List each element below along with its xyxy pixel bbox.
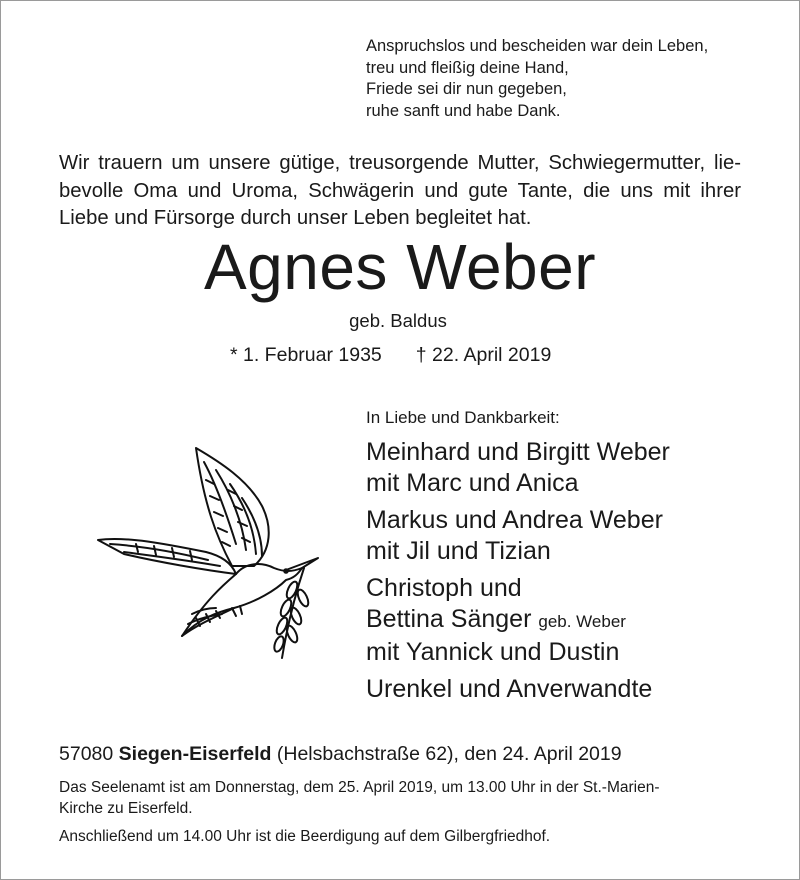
mourners bbox=[366, 407, 786, 711]
family-line: mit Jil und Tizian bbox=[366, 537, 551, 565]
poem-line: ruhe sanft und habe Dank. bbox=[366, 101, 561, 120]
deceased-name: Agnes Weber bbox=[203, 231, 597, 303]
family-line: mit Yannick und Dustin bbox=[366, 638, 620, 666]
family-line bbox=[366, 604, 786, 637]
family-line: Meinhard und Birgitt Weber bbox=[366, 438, 670, 466]
poem-line: Anspruchslos und bescheiden war dein Leben, bbox=[366, 37, 709, 55]
intro-line: Liebe und Fürsorge durch unser Leben begleitet hat. bbox=[59, 207, 532, 229]
notice-line: Anschließend um 14.00 Uhr ist die Beerdigung auf dem Gilbergfriedhof. bbox=[59, 828, 551, 845]
family-group bbox=[366, 437, 786, 499]
city: Siegen-Eiserfeld bbox=[118, 743, 272, 765]
death-date: † 22. April 2019 bbox=[415, 344, 552, 366]
birth-date: * 1. Februar 1935 bbox=[230, 344, 382, 366]
notice-line: Kirche zu Eiserfeld. bbox=[59, 800, 193, 817]
family-line: Markus und Andrea Weber bbox=[366, 506, 663, 534]
family-group bbox=[366, 674, 786, 705]
family-line: Christoph und bbox=[366, 574, 522, 602]
street-date: (Helsbachstraße 62), den 24. April 2019 bbox=[276, 743, 622, 765]
address-date-line bbox=[59, 742, 622, 766]
family-line: Urenkel und Anverwandte bbox=[366, 675, 653, 703]
family-birth-name: geb. Weber bbox=[538, 612, 626, 631]
family-group bbox=[366, 505, 786, 567]
service-notice bbox=[59, 777, 749, 847]
birth-name: geb. Baldus bbox=[349, 310, 447, 331]
family-name: Bettina Sänger bbox=[366, 605, 532, 633]
postcode: 57080 bbox=[59, 743, 114, 765]
family-group bbox=[366, 573, 786, 668]
life-dates bbox=[230, 343, 551, 367]
poem-line: treu und fleißig deine Hand, bbox=[366, 58, 569, 77]
mourners-lead: In Liebe und Dankbarkeit: bbox=[366, 408, 560, 427]
poem-line: Friede sei dir nun gegeben, bbox=[366, 80, 567, 98]
dove-with-olive-branch-icon bbox=[96, 440, 328, 662]
intro-line: Wir trauern um unsere gütige, treusorgende Mutter, Schwiegermutter, lie- bbox=[59, 152, 741, 174]
family-line: mit Marc und Anica bbox=[366, 469, 579, 497]
poem bbox=[366, 36, 708, 122]
intro-text bbox=[59, 150, 741, 233]
notice-line: Das Seelenamt ist am Donnerstag, dem 25. April 2019, um 13.00 Uhr in der St.-Marien- bbox=[59, 779, 660, 796]
intro-line: bevolle Oma und Uroma, Schwägerin und gute Tante, die uns mit ihrer bbox=[59, 179, 741, 202]
